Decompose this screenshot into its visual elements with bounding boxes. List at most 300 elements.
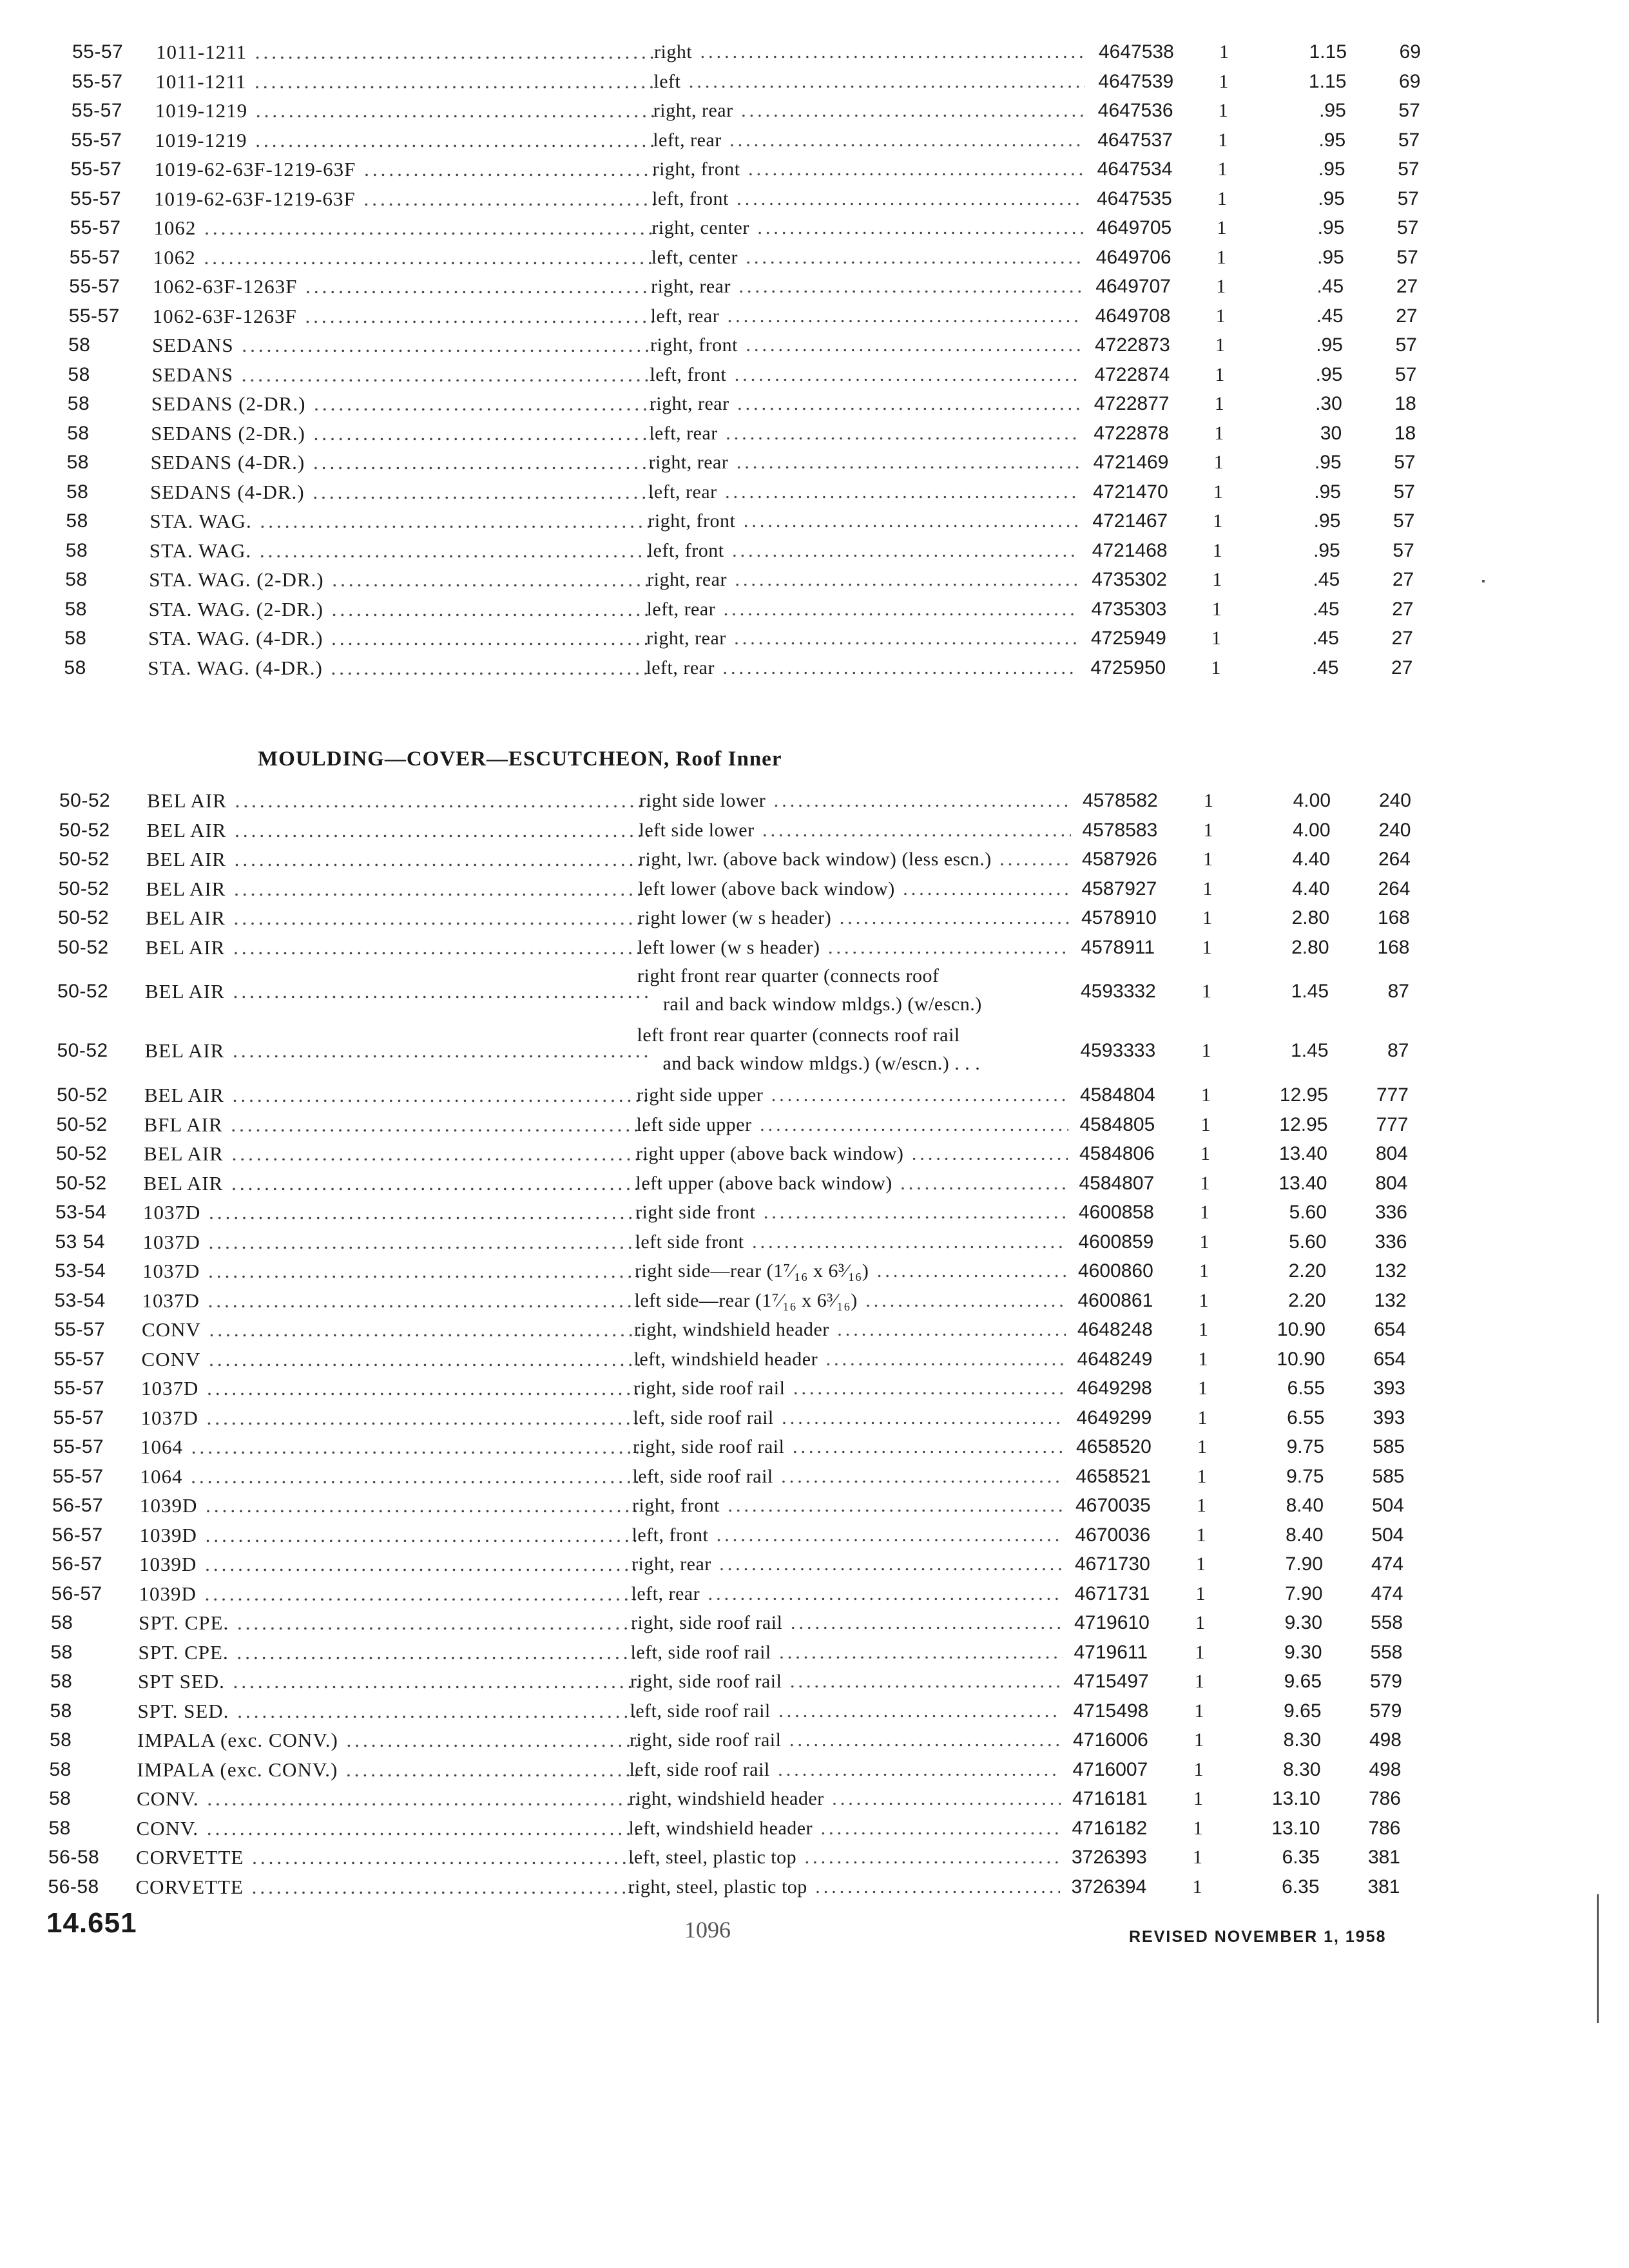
description-cell: left upper (above back window) .....: [636, 1169, 1068, 1198]
quantity-cell: 1: [1197, 1407, 1208, 1428]
description-cell: left, side roof rail .....: [633, 1462, 1065, 1492]
weight-cell: 474: [1371, 1582, 1403, 1604]
table-row: [0, 1521, 1629, 1550]
weight-cell: 336: [1374, 1231, 1407, 1253]
model-cell: 1037D .....: [143, 1198, 646, 1227]
part-number-cell: 4578911: [1081, 936, 1155, 958]
price-cell: .95: [1314, 452, 1342, 473]
model-cell: BEL AIR .....: [147, 786, 650, 816]
description-cell: right lower (w s header) .....: [638, 903, 1070, 933]
model-cell: 1039D .....: [139, 1579, 642, 1609]
quantity-cell: 1: [1211, 628, 1221, 649]
price-cell: 1.15: [1309, 70, 1347, 92]
model-cell: BEL AIR .....: [146, 933, 648, 963]
part-number-cell: 4715497: [1074, 1671, 1149, 1692]
year-cell: 58: [66, 510, 88, 532]
description-cell: left, front .....: [652, 184, 1084, 214]
price-cell: .45: [1311, 657, 1339, 678]
weight-cell: 18: [1394, 422, 1416, 444]
quantity-cell: 1: [1218, 100, 1228, 121]
model-cell: 1062 .....: [153, 213, 656, 243]
description-cell: right, rear .....: [651, 272, 1083, 302]
quantity-cell: 1: [1202, 981, 1211, 1002]
scan-edge-mark: [1597, 1894, 1599, 2023]
model-cell: IMPALA (exc. CONV.) .....: [137, 1755, 640, 1785]
quantity-cell: 1: [1201, 1040, 1211, 1061]
description-cell: right .....: [654, 37, 1086, 67]
model-cell: SPT SED. .....: [138, 1667, 641, 1696]
weight-cell: 57: [1395, 334, 1417, 356]
weight-cell: 336: [1374, 1202, 1407, 1223]
part-number-cell: 4658521: [1075, 1465, 1152, 1487]
part-number-cell: 4649705: [1096, 217, 1172, 238]
year-cell: 50-52: [57, 936, 109, 958]
description-cell: left, windshield header .....: [634, 1345, 1066, 1374]
part-number-cell: 4716182: [1072, 1817, 1148, 1839]
price-cell: 6.55: [1287, 1378, 1325, 1399]
year-cell: 50-52: [58, 907, 110, 928]
price-cell: 6.35: [1282, 1847, 1320, 1868]
model-cell: BEL AIR .....: [145, 1036, 648, 1066]
description-cell: right, front .....: [648, 506, 1079, 536]
price-cell: .95: [1319, 100, 1346, 121]
part-number-cell: 4716006: [1073, 1729, 1148, 1751]
year-cell: 55-57: [71, 100, 123, 121]
price-cell: 6.35: [1282, 1876, 1320, 1898]
table-row: [0, 1579, 1629, 1609]
table-row: [0, 37, 1629, 67]
weight-cell: 585: [1372, 1436, 1405, 1457]
description-cell: left side upper .....: [637, 1110, 1068, 1140]
model-cell: BEL AIR .....: [146, 903, 648, 933]
quantity-cell: 1: [1197, 1495, 1206, 1516]
year-cell: 56-57: [52, 1553, 103, 1575]
model-cell: 1011-1211 .....: [155, 67, 658, 97]
part-number-cell: 4658520: [1076, 1436, 1152, 1457]
part-number-cell: 4593333: [1080, 1040, 1156, 1061]
quantity-cell: 1: [1194, 1700, 1204, 1722]
price-cell: 8.30: [1283, 1758, 1321, 1780]
table-row: [0, 1491, 1629, 1521]
quantity-cell: 1: [1204, 790, 1213, 811]
model-cell: BEL AIR .....: [145, 977, 648, 1006]
quantity-cell: 1: [1200, 1172, 1210, 1194]
price-cell: .95: [1313, 539, 1340, 561]
quantity-cell: 1: [1198, 1348, 1208, 1370]
table-row: [0, 302, 1629, 331]
weight-cell: 27: [1391, 657, 1413, 678]
price-cell: 13.40: [1278, 1172, 1327, 1194]
table-row: [0, 243, 1629, 273]
price-cell: .45: [1316, 276, 1344, 297]
weight-cell: 57: [1397, 187, 1419, 209]
weight-cell: 264: [1378, 878, 1411, 899]
description-cell: left lower (above back window) .....: [639, 874, 1070, 904]
weight-cell: 57: [1396, 246, 1418, 268]
weight-cell: 57: [1398, 159, 1420, 180]
description-cell: left, side roof rail .....: [630, 1755, 1061, 1785]
model-cell: 1062-63F-1263F .....: [153, 272, 655, 302]
description-cell: left lower (w s header) .....: [638, 933, 1070, 963]
quantity-cell: 1: [1217, 187, 1227, 209]
part-number-cell: 4671730: [1075, 1553, 1150, 1575]
description-cell: right, rear .....: [650, 389, 1081, 419]
year-cell: 55-57: [69, 276, 120, 297]
description-cell: left, front .....: [650, 360, 1081, 390]
part-number-cell: 4647537: [1097, 129, 1173, 151]
part-number-cell: 4647536: [1097, 100, 1173, 121]
description-cell: right, rear .....: [631, 1550, 1063, 1579]
description-cell: right, side roof rail .....: [630, 1667, 1062, 1696]
weight-cell: 777: [1376, 1113, 1409, 1135]
model-cell: 1039D .....: [140, 1491, 642, 1521]
table-row: [0, 962, 1629, 1021]
quantity-cell: 1: [1200, 1143, 1210, 1164]
part-number-cell: 4647535: [1097, 187, 1172, 209]
part-number-cell: 4719611: [1074, 1641, 1148, 1663]
model-cell: SEDANS .....: [152, 331, 655, 360]
price-cell: .45: [1312, 598, 1340, 620]
part-number-cell: 4648249: [1077, 1348, 1153, 1370]
quantity-cell: 1: [1193, 1847, 1202, 1868]
table-row: [0, 1198, 1629, 1227]
year-cell: 55-57: [53, 1378, 105, 1399]
model-cell: BEL AIR .....: [146, 845, 649, 874]
model-cell: 1062-63F-1263F .....: [153, 302, 655, 331]
description-cell: right, steel, plastic top .....: [628, 1872, 1060, 1902]
model-cell: 1039D .....: [140, 1521, 642, 1550]
description-cell: left, side roof rail .....: [633, 1403, 1065, 1433]
description-cell: left, side roof rail .....: [630, 1696, 1062, 1726]
table-row: [0, 331, 1629, 360]
year-cell: 55-57: [53, 1436, 104, 1457]
quantity-cell: 1: [1199, 1260, 1209, 1282]
weight-cell: 27: [1391, 628, 1413, 649]
model-cell: BEL AIR .....: [144, 1139, 646, 1169]
description-cell: left, rear .....: [653, 126, 1084, 155]
year-cell: 55-57: [72, 70, 123, 92]
part-number-cell: 4719610: [1074, 1612, 1150, 1633]
part-number-cell: 4725949: [1091, 628, 1166, 649]
description-cell: right, side roof rail .....: [633, 1374, 1065, 1403]
table-row: [0, 845, 1629, 874]
weight-cell: 498: [1369, 1758, 1402, 1780]
table-row: [0, 653, 1629, 683]
table-row: [0, 448, 1629, 477]
model-cell: BEL AIR .....: [144, 1081, 647, 1110]
model-cell: SPT. SED. .....: [138, 1696, 641, 1726]
description-cell: left, rear .....: [649, 419, 1081, 448]
part-number-cell: 4600861: [1077, 1289, 1153, 1311]
weight-cell: 393: [1373, 1407, 1405, 1428]
table-row: [0, 786, 1629, 816]
quantity-cell: 1: [1217, 159, 1228, 180]
description-cell: left, front .....: [648, 536, 1079, 566]
table-row: [0, 1550, 1629, 1579]
table-row: [0, 272, 1629, 302]
part-number-cell: 4647539: [1098, 70, 1174, 92]
price-cell: .95: [1318, 187, 1345, 209]
year-cell: 58: [65, 539, 88, 561]
model-cell: 1019-1219 .....: [155, 96, 658, 126]
weight-cell: 87: [1387, 981, 1409, 1002]
year-cell: 58: [50, 1700, 72, 1722]
description-line-2: and back window mldgs.) (w/escn.) . . .: [662, 1053, 981, 1074]
table-row: [0, 1608, 1629, 1638]
quantity-cell: 1: [1199, 1289, 1209, 1311]
quantity-cell: 1: [1193, 1817, 1203, 1839]
price-cell: .95: [1315, 363, 1343, 385]
price-cell: .30: [1315, 393, 1342, 414]
part-number-cell: 4716007: [1072, 1758, 1148, 1780]
model-cell: SPT. CPE. .....: [139, 1608, 641, 1638]
model-cell: SEDANS (4-DR.) .....: [150, 477, 653, 507]
year-cell: 50-52: [56, 1113, 108, 1135]
quantity-cell: 1: [1202, 936, 1212, 958]
model-cell: 1037D .....: [142, 1256, 645, 1286]
table-row: [0, 1345, 1629, 1374]
model-cell: BEL AIR .....: [147, 816, 650, 845]
description-cell: right, side roof rail .....: [631, 1608, 1063, 1638]
weight-cell: 132: [1374, 1289, 1407, 1311]
weight-cell: 57: [1398, 129, 1420, 151]
table-row: [0, 1403, 1629, 1433]
quantity-cell: 1: [1212, 569, 1222, 590]
model-cell: 1019-1219 .....: [155, 126, 657, 155]
description-cell: left side—rear (1⁷⁄₁₆ x 6³⁄₁₆) .....: [635, 1286, 1066, 1316]
model-cell: 1037D .....: [142, 1286, 645, 1316]
weight-cell: 57: [1394, 452, 1416, 473]
description-cell: right, front .....: [650, 331, 1082, 360]
quantity-cell: 1: [1196, 1524, 1206, 1546]
weight-cell: 240: [1378, 790, 1411, 811]
weight-cell: 57: [1395, 363, 1417, 385]
part-number-cell: 4715498: [1073, 1700, 1149, 1722]
model-cell: BEL AIR .....: [144, 1169, 646, 1198]
price-cell: 9.30: [1284, 1612, 1322, 1633]
table-row: [0, 1256, 1629, 1286]
part-number-cell: 4587926: [1082, 849, 1157, 870]
model-cell: STA. WAG. (4-DR.) .....: [148, 624, 651, 653]
price-cell: .95: [1313, 510, 1341, 532]
part-number-cell: 4600860: [1078, 1260, 1153, 1282]
quantity-cell: 1: [1193, 1758, 1204, 1780]
weight-cell: 18: [1394, 393, 1416, 414]
part-number-cell: 4670036: [1075, 1524, 1151, 1546]
year-cell: 58: [65, 569, 88, 590]
description-line-1: left front rear quarter (connects roof rail: [637, 1024, 960, 1046]
description-cell: left, steel, plastic top .....: [628, 1843, 1060, 1872]
quantity-cell: 1: [1203, 819, 1213, 841]
model-cell: STA. WAG. (2-DR.) .....: [149, 565, 651, 595]
quantity-cell: 1: [1215, 363, 1225, 385]
year-cell: 58: [68, 334, 91, 356]
price-cell: 1.15: [1309, 41, 1347, 62]
year-cell: 53-54: [55, 1260, 106, 1282]
quantity-cell: 1: [1195, 1641, 1205, 1663]
price-cell: 5.60: [1289, 1202, 1327, 1223]
model-cell: BEL AIR .....: [146, 874, 649, 904]
part-number-cell: 4647538: [1099, 41, 1174, 62]
weight-cell: 585: [1372, 1465, 1405, 1487]
year-cell: 55-57: [52, 1465, 104, 1487]
price-cell: .95: [1317, 246, 1344, 268]
price-cell: 9.65: [1284, 1700, 1322, 1722]
weight-cell: 558: [1370, 1641, 1403, 1663]
year-cell: 58: [50, 1641, 73, 1663]
price-cell: 30: [1320, 422, 1342, 444]
model-cell: STA. WAG. .....: [149, 536, 652, 566]
model-cell: CONV .....: [142, 1315, 644, 1345]
weight-cell: 786: [1368, 1788, 1401, 1809]
table-row: [0, 1169, 1629, 1198]
price-cell: .95: [1316, 334, 1343, 356]
part-number-cell: 4722878: [1094, 422, 1169, 444]
weight-cell: 504: [1371, 1495, 1404, 1516]
model-cell: CONV. .....: [137, 1814, 639, 1843]
weight-cell: 87: [1387, 1040, 1409, 1061]
year-cell: 58: [66, 452, 89, 473]
table-row: [0, 213, 1629, 243]
price-cell: 6.55: [1287, 1407, 1325, 1428]
price-cell: 4.40: [1292, 878, 1330, 899]
price-cell: 4.00: [1293, 790, 1331, 811]
description-cell: left, windshield header .....: [629, 1814, 1061, 1843]
year-cell: 50-52: [58, 878, 110, 899]
price-cell: 2.80: [1291, 907, 1329, 928]
weight-cell: 504: [1371, 1524, 1404, 1546]
year-cell: 58: [66, 481, 89, 503]
model-cell: BFL AIR .....: [144, 1110, 647, 1140]
part-number-cell: 4670035: [1075, 1495, 1151, 1516]
quantity-cell: 1: [1212, 539, 1222, 561]
price-cell: .95: [1314, 481, 1341, 503]
model-cell: SEDANS .....: [151, 360, 654, 390]
weight-cell: 132: [1374, 1260, 1407, 1282]
weight-cell: 579: [1369, 1671, 1402, 1692]
description-line-2: rail and back window mldgs.) (w/escn.): [663, 994, 982, 1015]
weight-cell: 804: [1375, 1172, 1408, 1194]
description-cell: left, center .....: [651, 243, 1083, 273]
description-cell: left, rear .....: [648, 477, 1080, 507]
description-cell: left, rear .....: [646, 653, 1077, 683]
quantity-cell: 1: [1199, 1319, 1208, 1340]
price-cell: 10.90: [1277, 1348, 1325, 1370]
quantity-cell: 1: [1213, 481, 1223, 503]
price-cell: .45: [1316, 305, 1344, 327]
year-cell: 55-57: [70, 187, 122, 209]
table-row: [0, 1021, 1629, 1081]
description-cell: right, windshield header .....: [634, 1315, 1066, 1345]
weight-cell: 474: [1371, 1553, 1403, 1575]
quantity-cell: 1: [1197, 1465, 1207, 1487]
part-number-cell: 4725950: [1090, 657, 1166, 678]
quantity-cell: 1: [1196, 1553, 1206, 1575]
description-line-1: right front rear quarter (connects roof: [637, 965, 940, 986]
model-cell: 1037D .....: [143, 1227, 646, 1257]
table-row: [0, 506, 1629, 536]
table-row: [0, 1755, 1629, 1785]
table-row: [0, 1638, 1629, 1667]
quantity-cell: 1: [1219, 41, 1229, 62]
quantity-cell: 1: [1201, 1084, 1211, 1106]
year-cell: 50-52: [56, 1143, 108, 1164]
year-cell: 50-52: [57, 981, 109, 1002]
table-row: [0, 477, 1629, 507]
weight-cell: 69: [1399, 70, 1421, 92]
model-cell: 1019-62-63F-1219-63F .....: [155, 155, 657, 184]
part-number-cell: 3726394: [1071, 1876, 1147, 1898]
quantity-cell: 1: [1203, 849, 1213, 870]
price-cell: 9.30: [1284, 1641, 1322, 1663]
table-row: [0, 536, 1629, 566]
model-cell: STA. WAG. .....: [149, 506, 652, 536]
year-cell: 56-57: [52, 1495, 104, 1516]
part-number-cell: 4722874: [1094, 363, 1170, 385]
quantity-cell: 1: [1214, 393, 1224, 414]
price-cell: .45: [1312, 628, 1339, 649]
table-row: [0, 67, 1629, 97]
description-cell: left, side roof rail .....: [631, 1638, 1063, 1667]
model-cell: 1062 .....: [153, 243, 656, 273]
model-cell: 1064 .....: [140, 1432, 643, 1462]
part-number-cell: 4649708: [1095, 305, 1171, 327]
weight-cell: 57: [1397, 217, 1419, 238]
weight-cell: 27: [1392, 598, 1414, 620]
description-cell: right, front .....: [653, 155, 1084, 184]
quantity-cell: 1: [1219, 70, 1229, 92]
table-row: [0, 1843, 1629, 1872]
year-cell: 50-52: [57, 1084, 108, 1106]
year-cell: 55-57: [53, 1348, 105, 1370]
model-cell: 1019-62-63F-1219-63F .....: [154, 184, 657, 214]
weight-cell: 381: [1367, 1847, 1400, 1868]
description-cell: left side front .....: [635, 1227, 1067, 1257]
table-row: [0, 1110, 1629, 1140]
price-cell: .45: [1313, 569, 1340, 590]
year-cell: 58: [51, 1612, 73, 1633]
table-row: [0, 1315, 1629, 1345]
part-number-cell: 4600858: [1079, 1202, 1154, 1223]
table-row: [0, 874, 1629, 904]
table-row: [0, 565, 1629, 595]
table-row: [0, 155, 1629, 184]
year-cell: 56-58: [48, 1847, 100, 1868]
weight-cell: 168: [1377, 907, 1410, 928]
page-number: 1096: [684, 1917, 731, 1943]
year-cell: 56-58: [48, 1876, 99, 1898]
price-cell: 12.95: [1279, 1113, 1328, 1135]
part-number-cell: 4584806: [1079, 1143, 1155, 1164]
year-cell: 56-57: [52, 1524, 103, 1546]
year-cell: 50-52: [55, 1172, 107, 1194]
quantity-cell: 1: [1192, 1876, 1202, 1898]
model-cell: CORVETTE .....: [136, 1843, 639, 1872]
model-cell: 1037D .....: [141, 1374, 644, 1403]
table-row: [0, 1696, 1629, 1726]
weight-cell: 27: [1396, 305, 1418, 327]
year-cell: 58: [49, 1758, 72, 1780]
table-row: [0, 933, 1629, 963]
revision-date: REVISED NOVEMBER 1, 1958: [1129, 1928, 1387, 1946]
year-cell: 58: [48, 1817, 71, 1839]
description-cell: left, rear .....: [631, 1579, 1063, 1609]
table-row: [0, 1139, 1629, 1169]
quantity-cell: 1: [1198, 1378, 1208, 1399]
year-cell: 58: [67, 422, 90, 444]
year-cell: 58: [64, 628, 87, 649]
quantity-cell: 1: [1211, 598, 1222, 620]
